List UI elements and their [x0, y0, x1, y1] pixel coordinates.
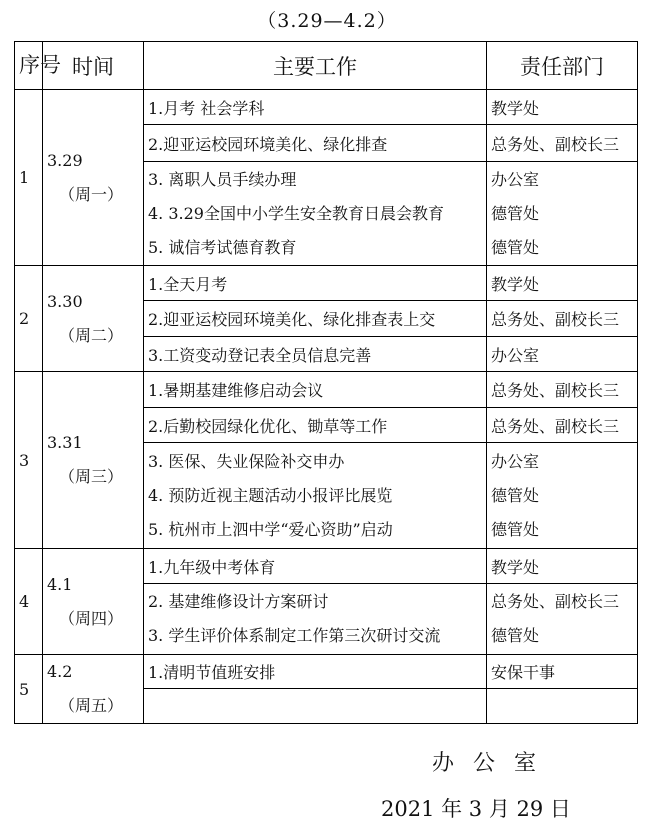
dept-text: 教学处	[491, 557, 540, 577]
dept-cell	[487, 337, 638, 372]
task-text: 2.后勤校园绿化优化、锄草等工作	[148, 416, 388, 436]
dept-cell	[487, 443, 638, 549]
task-cell	[144, 266, 487, 301]
dept-cell	[487, 584, 638, 655]
table-row	[15, 372, 638, 408]
dept-cell	[487, 162, 638, 266]
task-text: 2.迎亚运校园环境美化、绿化排查表上交	[148, 310, 436, 329]
table-row	[15, 655, 638, 689]
row-number: 1	[15, 90, 43, 266]
table-row	[15, 266, 638, 301]
task-text: 3. 学生评价体系制定工作第三次研讨交流	[148, 626, 441, 645]
row-number: 3	[15, 372, 43, 549]
task-cell	[144, 584, 487, 655]
date-cell	[43, 549, 144, 655]
dept-text: 教学处	[491, 274, 540, 294]
dept-text: 德管处	[491, 203, 540, 223]
task-text: 4. 3.29全国中小学生安全教育日晨会教育	[148, 203, 444, 223]
task-text: 4. 预防近视主题活动小报评比展览	[148, 485, 393, 505]
task-text: 1.月考 社会学科	[148, 98, 265, 118]
document-title: （3.29—4.2）	[257, 10, 397, 32]
task-cell	[144, 689, 487, 724]
date-label: 3.30	[47, 291, 83, 311]
dept-cell	[487, 301, 638, 337]
header-time: 时间	[43, 42, 144, 90]
dept-cell	[487, 90, 638, 125]
date-label: 4.2	[47, 662, 73, 681]
weekday-label: （周一）	[59, 184, 124, 204]
dept-cell	[487, 125, 638, 162]
weekday-label: （周五）	[59, 696, 124, 715]
issuer-office: 办 公 室	[432, 751, 542, 776]
row-number: 4	[15, 549, 43, 655]
dept-text: 总务处、副校长三	[491, 310, 620, 329]
task-cell	[144, 90, 487, 125]
task-text: 3. 医保、失业保险补交申办	[148, 451, 345, 471]
date-label: 3.29	[47, 150, 83, 170]
header-dept: 责任部门	[487, 42, 638, 90]
dept-cell	[487, 408, 638, 443]
dept-cell	[487, 689, 638, 724]
date-cell	[43, 655, 144, 724]
dept-text: 办公室	[491, 451, 540, 471]
header-work: 主要工作	[144, 42, 487, 90]
dept-text: 总务处、副校长三	[491, 416, 620, 436]
task-cell	[144, 301, 487, 337]
dept-text: 德管处	[491, 237, 540, 257]
schedule-table	[14, 41, 638, 724]
dept-text: 总务处、副校长三	[491, 592, 620, 611]
task-text: 5. 诚信考试德育教育	[148, 237, 297, 257]
task-text: 1.清明节值班安排	[148, 663, 276, 682]
task-text: 1.暑期基建维修启动会议	[148, 381, 324, 400]
dept-text: 总务处、副校长三	[491, 134, 620, 154]
dept-text: 德管处	[491, 485, 540, 505]
header-no: 序号	[15, 42, 43, 90]
date-label: 4.1	[47, 574, 73, 594]
task-text: 2.迎亚运校园环境美化、绿化排查	[148, 134, 388, 154]
dept-text: 安保干事	[491, 663, 556, 682]
task-cell	[144, 162, 487, 266]
task-text: 1.全天月考	[148, 274, 228, 294]
task-cell	[144, 443, 487, 549]
task-text: 1.九年级中考体育	[148, 557, 276, 577]
dept-text: 德管处	[491, 519, 540, 539]
dept-cell	[487, 655, 638, 689]
dept-cell	[487, 266, 638, 301]
task-cell	[144, 337, 487, 372]
task-cell	[144, 372, 487, 408]
task-cell	[144, 125, 487, 162]
date-cell	[43, 266, 144, 372]
weekday-label: （周二）	[59, 325, 124, 345]
table-row	[15, 90, 638, 125]
row-number: 2	[15, 266, 43, 372]
date-cell	[43, 90, 144, 266]
task-text: 5. 杭州市上泗中学“爱心资助”启动	[148, 519, 393, 539]
task-text: 3.工资变动登记表全员信息完善	[148, 345, 372, 365]
weekday-label: （周三）	[59, 467, 124, 486]
dept-text: 办公室	[491, 345, 540, 365]
row-number: 5	[15, 655, 43, 724]
header-row	[15, 42, 638, 90]
issue-date: 2021 年 3 月 29 日	[381, 797, 571, 821]
task-text: 2. 基建维修设计方案研讨	[148, 592, 329, 611]
dept-text: 办公室	[491, 169, 540, 189]
date-cell	[43, 372, 144, 549]
date-label: 3.31	[47, 433, 83, 452]
task-text: 3. 离职人员手续办理	[148, 169, 297, 189]
dept-cell	[487, 549, 638, 584]
dept-text: 总务处、副校长三	[491, 381, 620, 400]
task-cell	[144, 408, 487, 443]
dept-text: 德管处	[491, 626, 540, 645]
task-cell	[144, 655, 487, 689]
task-cell	[144, 549, 487, 584]
weekday-label: （周四）	[59, 608, 124, 628]
dept-text: 教学处	[491, 98, 540, 118]
table-row	[15, 549, 638, 584]
dept-cell	[487, 372, 638, 408]
